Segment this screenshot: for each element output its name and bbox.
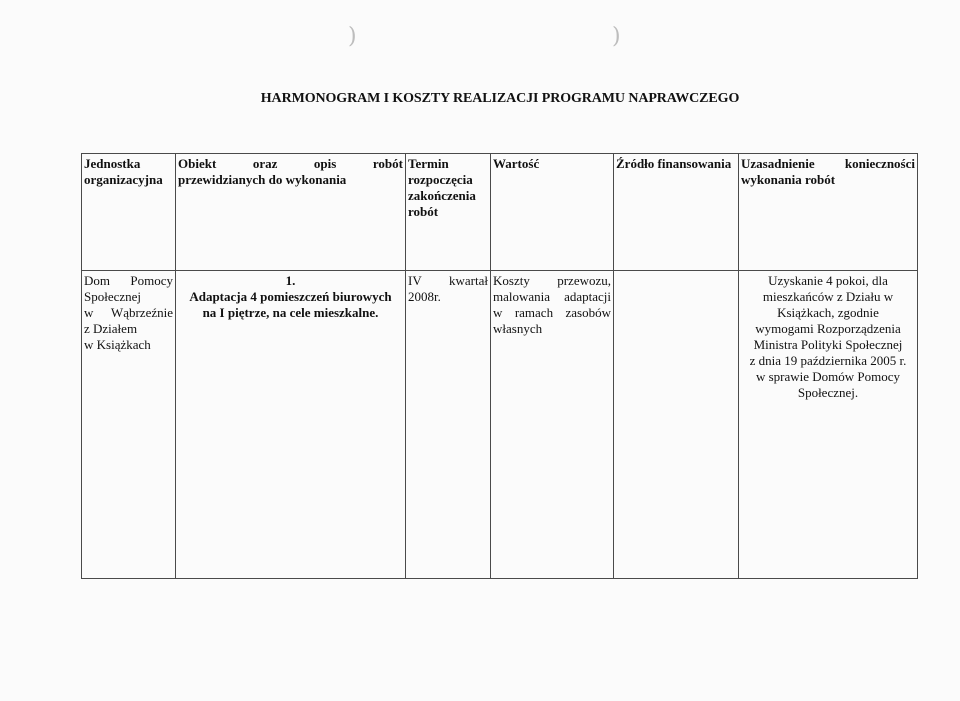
schedule-table bbox=[81, 153, 918, 579]
scan-artifact-left: ) bbox=[348, 24, 357, 49]
cell-justification: Uzyskanie 4 pokoi, dla mieszkańców z Działu w Książkach, zgodnie wymogami Rozporządzenia Ministra Polityki Społecznej z dnia 19 października 2005 r. w sprawie Domów Pomocy Społecznej. bbox=[739, 271, 918, 579]
table-row bbox=[82, 271, 918, 579]
cell-value: Koszty przewozu, malowania adaptacji w ramach zasobów własnych bbox=[491, 271, 614, 579]
header-term: Termin rozpoczęcia zakończenia robót bbox=[406, 154, 491, 271]
cell-source bbox=[614, 271, 739, 579]
document-title: HARMONOGRAM I KOSZTY REALIZACJI PROGRAMU NAPRAWCZEGO bbox=[260, 91, 740, 106]
cell-term: IV kwartał 2008r. bbox=[406, 271, 491, 579]
scan-artifact-right: ) bbox=[612, 24, 621, 49]
header-value: Wartość bbox=[491, 154, 614, 271]
header-object: Obiekt oraz opis robót przewidzianych do wykonania bbox=[176, 154, 406, 271]
header-justification: Uzasadnienie konieczności wykonania robót bbox=[739, 154, 918, 271]
header-source: Źródło finansowania bbox=[614, 154, 739, 271]
cell-unit: Dom Pomocy Społecznej w Wąbrzeźnie z Działem w Książkach bbox=[82, 271, 176, 579]
cell-object: 1. Adaptacja 4 pomieszczeń biurowych na I piętrze, na cele mieszkalne. bbox=[176, 271, 406, 579]
header-unit: Jednostka organizacyjna bbox=[82, 154, 176, 271]
table-header-row bbox=[82, 154, 918, 271]
